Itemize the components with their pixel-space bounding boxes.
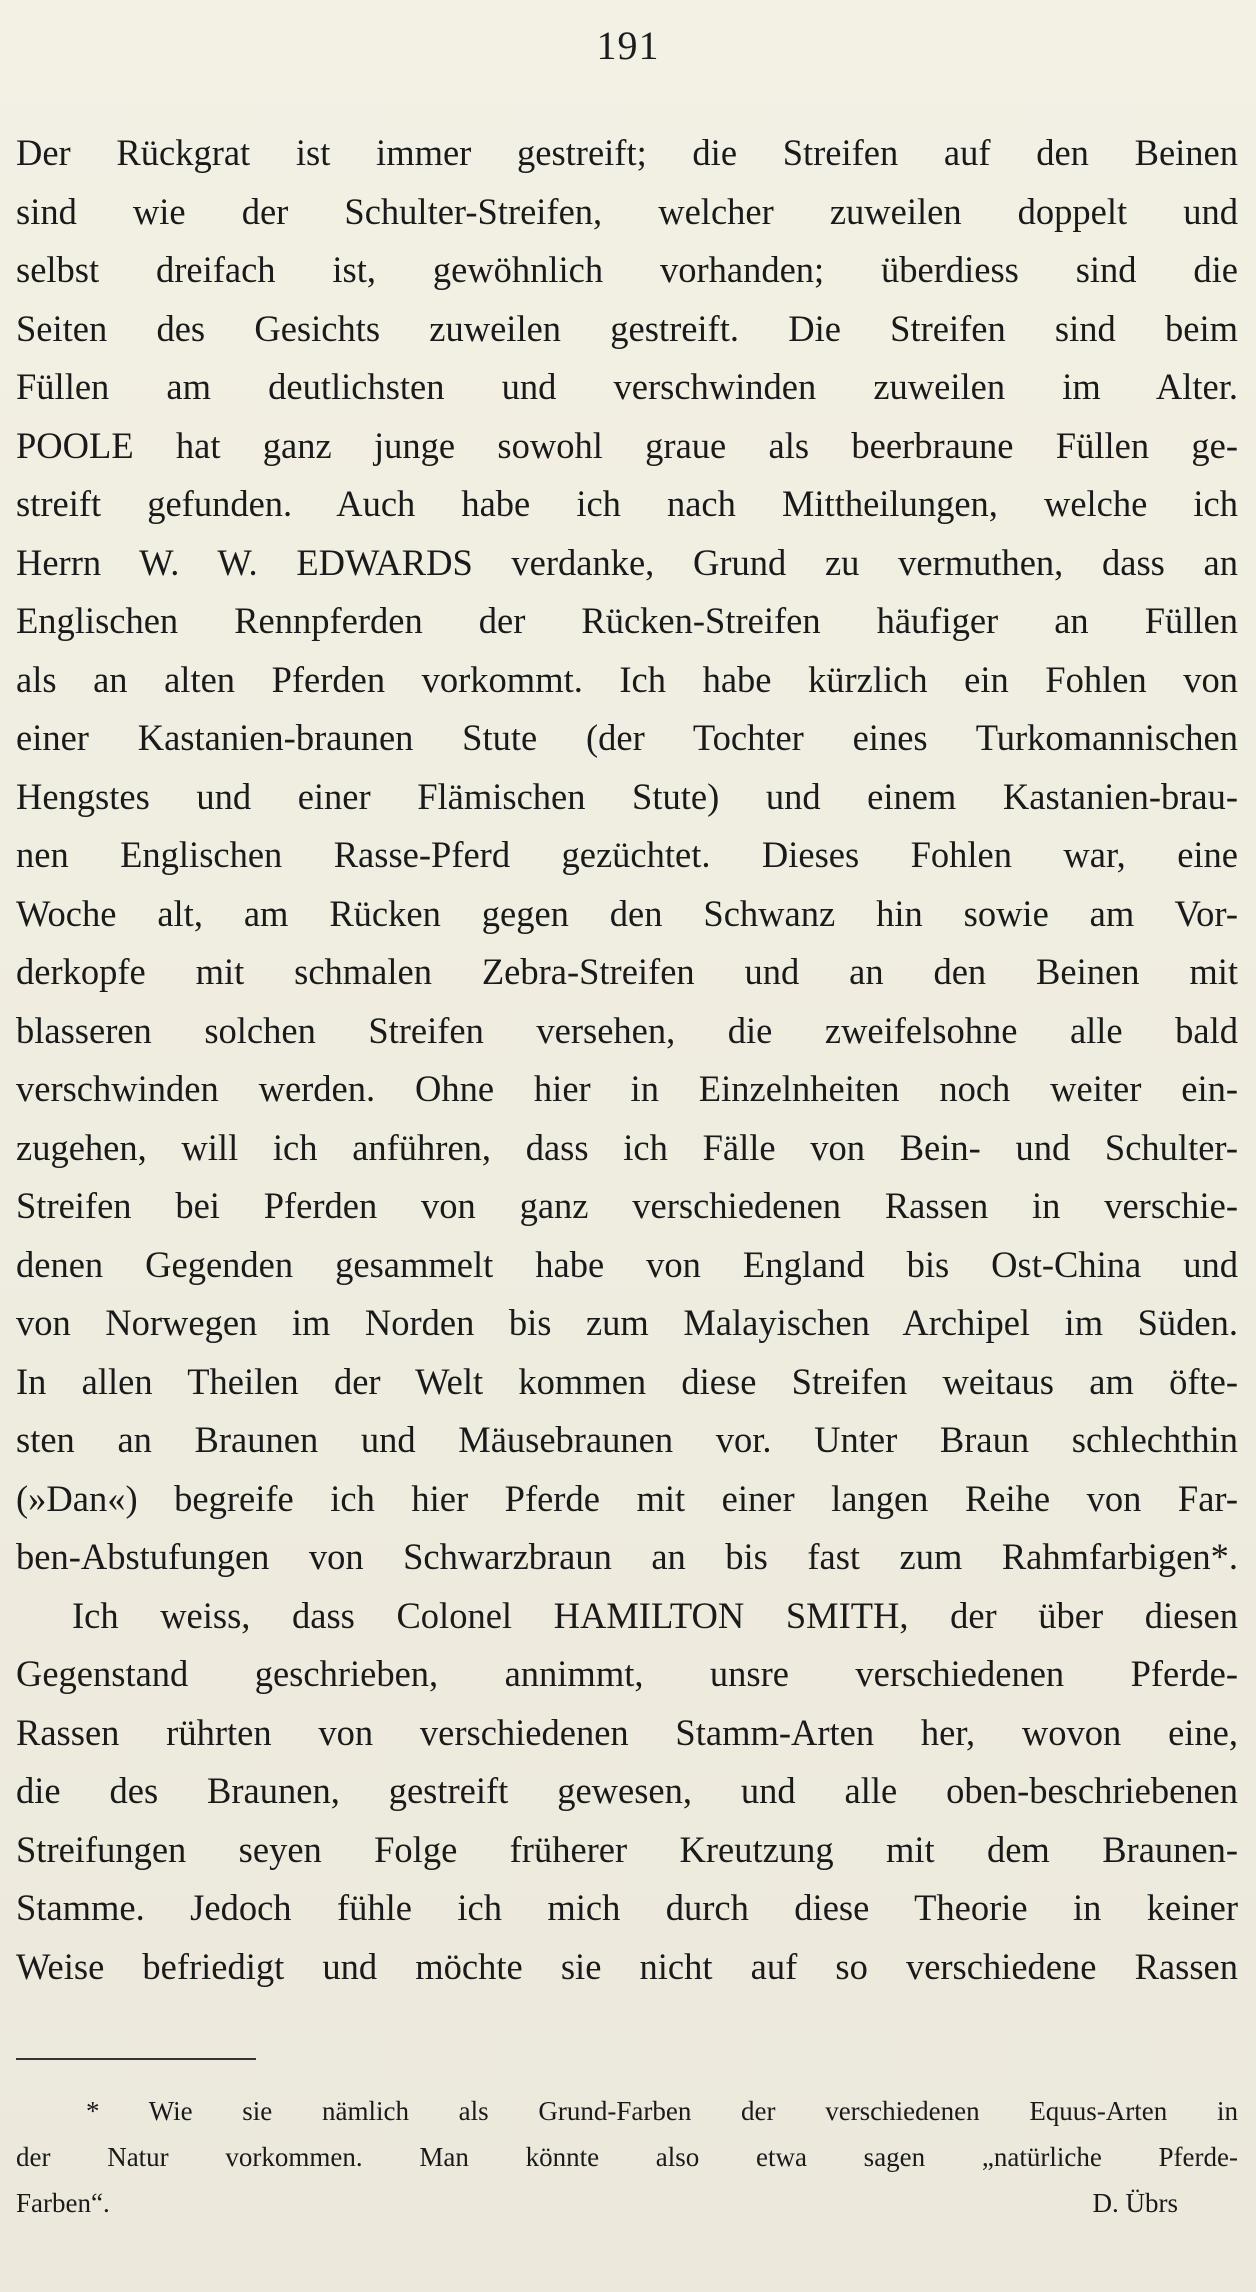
text-line: derkopfe mit schmalen Zebra-Streifen und an den Beinen mit (16, 951, 1238, 992)
text-line: nen Englischen Rasse-Pferd gezüchtet. Dieses Fohlen war, eine (16, 834, 1238, 875)
footnote-line: * Wie sie nämlich als Grund-Farben der verschiedenen Equus-Arten in (86, 2096, 1238, 2126)
footnote-last-line (16, 2180, 1238, 2226)
text-line: denen Gegenden gesammelt habe von England bis Ost-China und (16, 1243, 1238, 1285)
paragraph-start-line: Ich weiss, dass Colonel HAMILTON SMITH, der über diesen (72, 1594, 1238, 1636)
footnote-line: Farben“. (16, 2188, 110, 2218)
text-line: zugehen, will ich anführen, dass ich Fälle von Bein- und Schulter- (16, 1126, 1238, 1168)
text-line: Der Rückgrat ist immer gestreift; die Streifen auf den Beinen (16, 132, 1238, 173)
footnote-line: der Natur vorkommen. Man könnte also etwa sagen „natürliche Pferde- (16, 2142, 1238, 2172)
text-line: Füllen am deutlichsten und verschwinden zuweilen im Alter. (16, 366, 1238, 407)
text-line: als an alten Pferden vorkommt. Ich habe kürzlich ein Fohlen von (16, 658, 1238, 700)
text-line: einer Kastanien-braunen Stute (der Tochter eines Turkomannischen (16, 717, 1238, 758)
text-line: ben-Abstufungen von Schwarzbraun an bis fast zum Rahmfarbigen*. (16, 1536, 1238, 1577)
text-line: selbst dreifach ist, gewöhnlich vorhanden; überdiess sind die (16, 249, 1238, 290)
text-line: verschwinden werden. Ohne hier in Einzelnheiten noch weiter ein- (16, 1068, 1238, 1109)
text-line: sten an Braunen und Mäusebraunen vor. Unter Braun schlechthin (16, 1419, 1238, 1460)
text-line: von Norwegen im Norden bis zum Malayischen Archipel im Süden. (16, 1302, 1238, 1343)
footnote-divider (16, 2058, 256, 2060)
translator-signature: D. Übrs (1092, 2188, 1178, 2218)
text-line: POOLE hat ganz junge sowohl graue als beerbraune Füllen ge- (16, 424, 1238, 466)
text-line: Rassen rührten von verschiedenen Stamm-Arten her, wovon eine, (16, 1711, 1238, 1753)
text-line: streift gefunden. Auch habe ich nach Mittheilungen, welche ich (16, 483, 1238, 524)
text-line: Herrn W. W. EDWARDS verdanke, Grund zu vermuthen, dass an (16, 541, 1238, 583)
text-line: In allen Theilen der Welt kommen diese Streifen weitaus am öfte- (16, 1360, 1238, 1402)
text-line: Streifen bei Pferden von ganz verschiedenen Rassen in verschie- (16, 1185, 1238, 1226)
text-line: blasseren solchen Streifen versehen, die zweifelsohne alle bald (16, 1009, 1238, 1051)
text-line: Hengstes und einer Flämischen Stute) und einem Kastanien-brau- (16, 775, 1238, 817)
text-line: Weise befriedigt und möchte sie nicht auf so verschiedene Rassen (16, 1945, 1238, 1987)
text-line: Streifungen seyen Folge früherer Kreutzung mit dem Braunen- (16, 1828, 1238, 1870)
page-number: 191 (596, 23, 660, 68)
text-line: (»Dan«) begreife ich hier Pferde mit einer langen Reihe von Far- (16, 1477, 1238, 1519)
text-line: Seiten des Gesichts zuweilen gestreift. Die Streifen sind beim (16, 307, 1238, 349)
footnote (16, 2088, 1238, 2226)
text-line: Stamme. Jedoch fühle ich mich durch diese Theorie in keiner (16, 1887, 1238, 1928)
text-line: Woche alt, am Rücken gegen den Schwanz hin sowie am Vor- (16, 892, 1238, 934)
text-line: die des Braunen, gestreift gewesen, und alle oben-beschriebenen (16, 1770, 1238, 1811)
text-line: Englischen Rennpferden der Rücken-Streifen häufiger an Füllen (16, 600, 1238, 641)
text-line: sind wie der Schulter-Streifen, welcher zuweilen doppelt und (16, 190, 1238, 232)
text-line: Gegenstand geschrieben, annimmt, unsre verschiedenen Pferde- (16, 1653, 1238, 1694)
body-text (16, 124, 1238, 1996)
